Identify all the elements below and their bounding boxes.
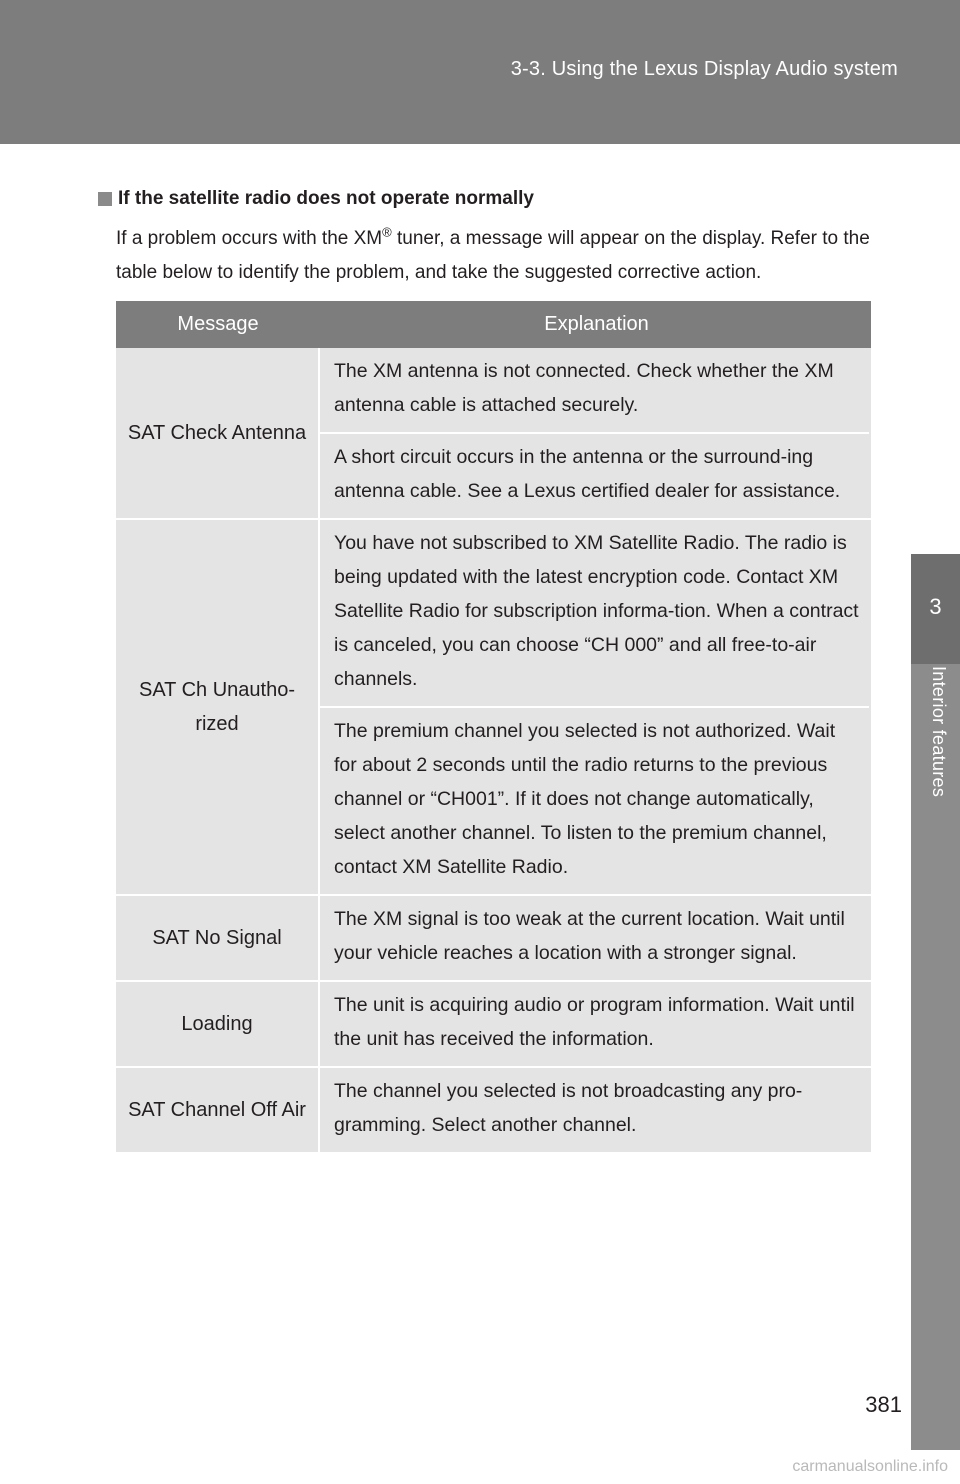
message-cell: Loading <box>116 982 320 1066</box>
section-heading-text: If the satellite radio does not operate normally <box>118 188 534 209</box>
page-number: 381 <box>865 1392 902 1417</box>
message-cell: SAT No Signal <box>116 896 320 980</box>
explanation-cell: The premium channel you selected is not authorized. Wait for about 2 seconds until the radio returns to the previous channel or “CH001”. If it does not change automatically, select another channel. To listen to the premium channel, contact XM Satellite Radio. <box>320 706 869 894</box>
explanation-cell: The XM signal is too weak at the current location. Wait until your vehicle reaches a location with a stronger signal. <box>334 908 845 964</box>
explanation-column <box>320 348 869 518</box>
message-cell: SAT Channel Off Air <box>116 1068 320 1152</box>
explanation-cell: You have not subscribed to XM Satellite Radio. The radio is being updated with the latest encryption code. Contact XM Satellite Radio for subscription informa-tion. When a contract is canceled, you can choose “CH 000” and all free-to-air channels. <box>334 532 859 690</box>
watermark: carmanualsonline.info <box>792 1458 948 1475</box>
chapter-number: 3 <box>929 594 942 619</box>
table-body <box>116 348 871 1154</box>
explanation-cell: The unit is acquiring audio or program information. Wait until the unit has received the information. <box>334 994 855 1050</box>
table-header <box>116 301 871 348</box>
section-heading <box>98 188 534 210</box>
header-message: Message <box>177 313 259 335</box>
explanation-cell: The channel you selected is not broadcasting any pro-gramming. Select another channel. <box>334 1080 803 1136</box>
intro-text-pre: If a problem occurs with the XM <box>116 228 383 249</box>
header-title: 3-3. Using the Lexus Display Audio system <box>510 58 898 80</box>
registered-mark: ® <box>382 224 392 240</box>
message-table <box>116 301 871 1154</box>
square-bullet-icon <box>98 192 112 206</box>
table-row <box>116 896 871 982</box>
explanation-column <box>320 1068 869 1152</box>
chapter-box <box>911 554 960 664</box>
table-row <box>116 1068 871 1154</box>
message-cell: SAT Check Antenna <box>116 348 320 518</box>
chapter-side-tab <box>911 554 960 1450</box>
explanation-cell: A short circuit occurs in the antenna or the surround-ing antenna cable. See a Lexus certified dealer for assistance. <box>320 432 869 518</box>
chapter-label: Interior features <box>929 666 949 798</box>
explanation-column <box>320 896 869 980</box>
table-row <box>116 348 871 520</box>
explanation-column <box>320 520 869 894</box>
table-row <box>116 520 871 896</box>
message-cell: SAT Ch Unautho-rized <box>116 520 320 894</box>
header-explanation: Explanation <box>544 313 649 335</box>
explanation-cell: The XM antenna is not connected. Check whether the XM antenna cable is attached securely. <box>334 360 834 416</box>
intro-paragraph <box>116 222 896 290</box>
table-row <box>116 982 871 1068</box>
intro-text-post: tuner, a message will appear on the display. Refer to the table below to identify the problem, and take the suggested corrective action. <box>116 228 870 283</box>
page-header <box>0 0 960 144</box>
explanation-column <box>320 982 869 1066</box>
